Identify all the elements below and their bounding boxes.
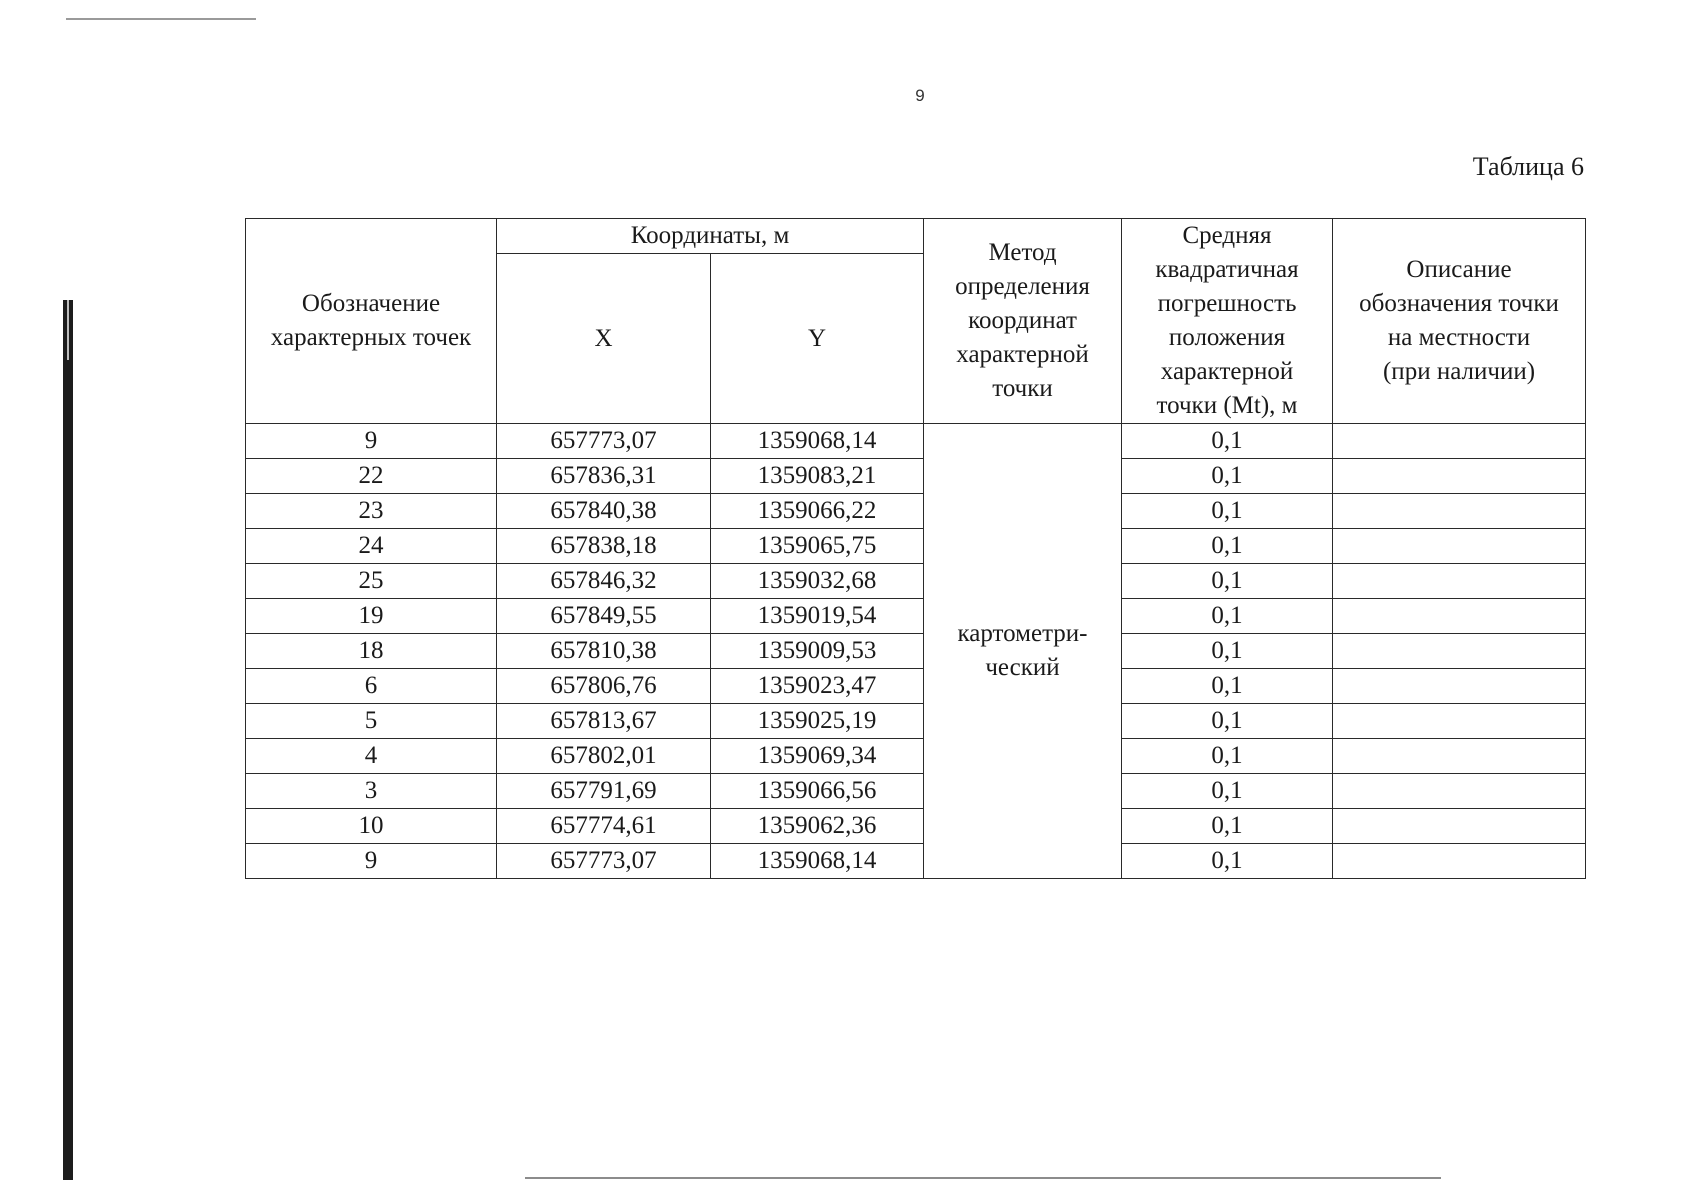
cell-point: 22 — [246, 459, 497, 494]
cell-description — [1333, 564, 1586, 599]
header-error-line: Средняя — [1182, 222, 1272, 249]
cell-mt: 0,1 — [1122, 529, 1333, 564]
table-row — [246, 529, 1586, 564]
header-description-line: обозначения точки — [1359, 290, 1559, 317]
cell-x: 657773,07 — [497, 424, 711, 459]
cell-point: 5 — [246, 704, 497, 739]
header-error-line: точки (Mt), м — [1156, 392, 1298, 419]
table-row — [246, 809, 1586, 844]
header-mean-square-error — [1122, 219, 1333, 424]
cell-description — [1333, 599, 1586, 634]
header-method-line: определения — [955, 273, 1090, 300]
table-row — [246, 564, 1586, 599]
cell-x: 657836,31 — [497, 459, 711, 494]
cell-mt: 0,1 — [1122, 459, 1333, 494]
cell-mt: 0,1 — [1122, 704, 1333, 739]
header-point-line: характерных точек — [270, 324, 472, 351]
header-description-line: (при наличии) — [1382, 358, 1536, 385]
scan-artifact-bottom-line — [525, 1177, 1441, 1179]
table-row — [246, 459, 1586, 494]
cell-point: 23 — [246, 494, 497, 529]
cell-y: 1359066,56 — [711, 774, 924, 809]
cell-mt: 0,1 — [1122, 774, 1333, 809]
cell-mt: 0,1 — [1122, 634, 1333, 669]
cell-description — [1333, 774, 1586, 809]
scan-artifact-top-line — [66, 18, 256, 20]
table-row — [246, 424, 1586, 459]
table-row — [246, 704, 1586, 739]
cell-description — [1333, 739, 1586, 774]
cell-y: 1359025,19 — [711, 704, 924, 739]
header-description — [1333, 219, 1586, 424]
scan-artifact-left-edge — [63, 300, 73, 1180]
table-label: Таблица 6 — [1472, 152, 1584, 181]
header-method-line: точки — [992, 375, 1053, 402]
cell-y: 1359019,54 — [711, 599, 924, 634]
cell-y: 1359032,68 — [711, 564, 924, 599]
table-row — [246, 494, 1586, 529]
cell-x: 657813,67 — [497, 704, 711, 739]
cell-y: 1359023,47 — [711, 669, 924, 704]
cell-y: 1359068,14 — [711, 844, 924, 879]
cell-mt: 0,1 — [1122, 844, 1333, 879]
cell-x: 657773,07 — [497, 844, 711, 879]
cell-y: 1359083,21 — [711, 459, 924, 494]
cell-description — [1333, 809, 1586, 844]
cell-point: 4 — [246, 739, 497, 774]
cell-description — [1333, 459, 1586, 494]
cell-description — [1333, 844, 1586, 879]
header-error-line: положения — [1168, 324, 1286, 351]
cell-description — [1333, 704, 1586, 739]
cell-x: 657840,38 — [497, 494, 711, 529]
header-y: Y — [711, 254, 924, 424]
cell-mt: 0,1 — [1122, 739, 1333, 774]
method-line: ческий — [985, 654, 1060, 681]
cell-point: 6 — [246, 669, 497, 704]
table-row — [246, 774, 1586, 809]
cell-mt: 0,1 — [1122, 809, 1333, 844]
cell-point: 3 — [246, 774, 497, 809]
table-row — [246, 844, 1586, 879]
header-point-designation — [246, 219, 497, 424]
cell-mt: 0,1 — [1122, 424, 1333, 459]
cell-description — [1333, 669, 1586, 704]
cell-point: 25 — [246, 564, 497, 599]
coordinates-table — [245, 218, 1586, 879]
method-line: картометри- — [957, 620, 1088, 647]
header-method-line: Метод — [988, 239, 1057, 266]
cell-y: 1359066,22 — [711, 494, 924, 529]
header-error-line: квадратичная — [1155, 256, 1299, 283]
header-coordinates: Координаты, м — [497, 219, 924, 254]
cell-point: 9 — [246, 424, 497, 459]
cell-y: 1359069,34 — [711, 739, 924, 774]
cell-description — [1333, 634, 1586, 669]
header-method — [924, 219, 1122, 424]
table-row — [246, 599, 1586, 634]
cell-point: 9 — [246, 844, 497, 879]
cell-y: 1359009,53 — [711, 634, 924, 669]
header-description-line: на местности — [1387, 324, 1531, 351]
cell-point: 24 — [246, 529, 497, 564]
header-method-line: характерной — [956, 341, 1089, 368]
cell-description — [1333, 494, 1586, 529]
cell-x: 657810,38 — [497, 634, 711, 669]
cell-y: 1359065,75 — [711, 529, 924, 564]
scan-artifact-left-thin — [67, 300, 69, 360]
cell-x: 657806,76 — [497, 669, 711, 704]
cell-y: 1359062,36 — [711, 809, 924, 844]
cell-method — [924, 424, 1122, 879]
table-row — [246, 669, 1586, 704]
cell-x: 657802,01 — [497, 739, 711, 774]
cell-mt: 0,1 — [1122, 494, 1333, 529]
header-description-line: Описание — [1406, 256, 1512, 283]
cell-description — [1333, 529, 1586, 564]
cell-x: 657774,61 — [497, 809, 711, 844]
cell-mt: 0,1 — [1122, 564, 1333, 599]
cell-y: 1359068,14 — [711, 424, 924, 459]
cell-mt: 0,1 — [1122, 669, 1333, 704]
header-error-line: характерной — [1160, 358, 1294, 385]
page-number: 9 — [915, 86, 925, 105]
table-row — [246, 634, 1586, 669]
cell-mt: 0,1 — [1122, 599, 1333, 634]
cell-x: 657846,32 — [497, 564, 711, 599]
cell-point: 18 — [246, 634, 497, 669]
cell-point: 10 — [246, 809, 497, 844]
table-row — [246, 739, 1586, 774]
header-point-line: Обозначение — [301, 290, 441, 317]
cell-point: 19 — [246, 599, 497, 634]
cell-description — [1333, 424, 1586, 459]
header-error-line: погрешность — [1157, 290, 1297, 317]
cell-x: 657791,69 — [497, 774, 711, 809]
cell-x: 657849,55 — [497, 599, 711, 634]
cell-x: 657838,18 — [497, 529, 711, 564]
header-method-line: координат — [968, 307, 1077, 334]
header-x: X — [497, 254, 711, 424]
